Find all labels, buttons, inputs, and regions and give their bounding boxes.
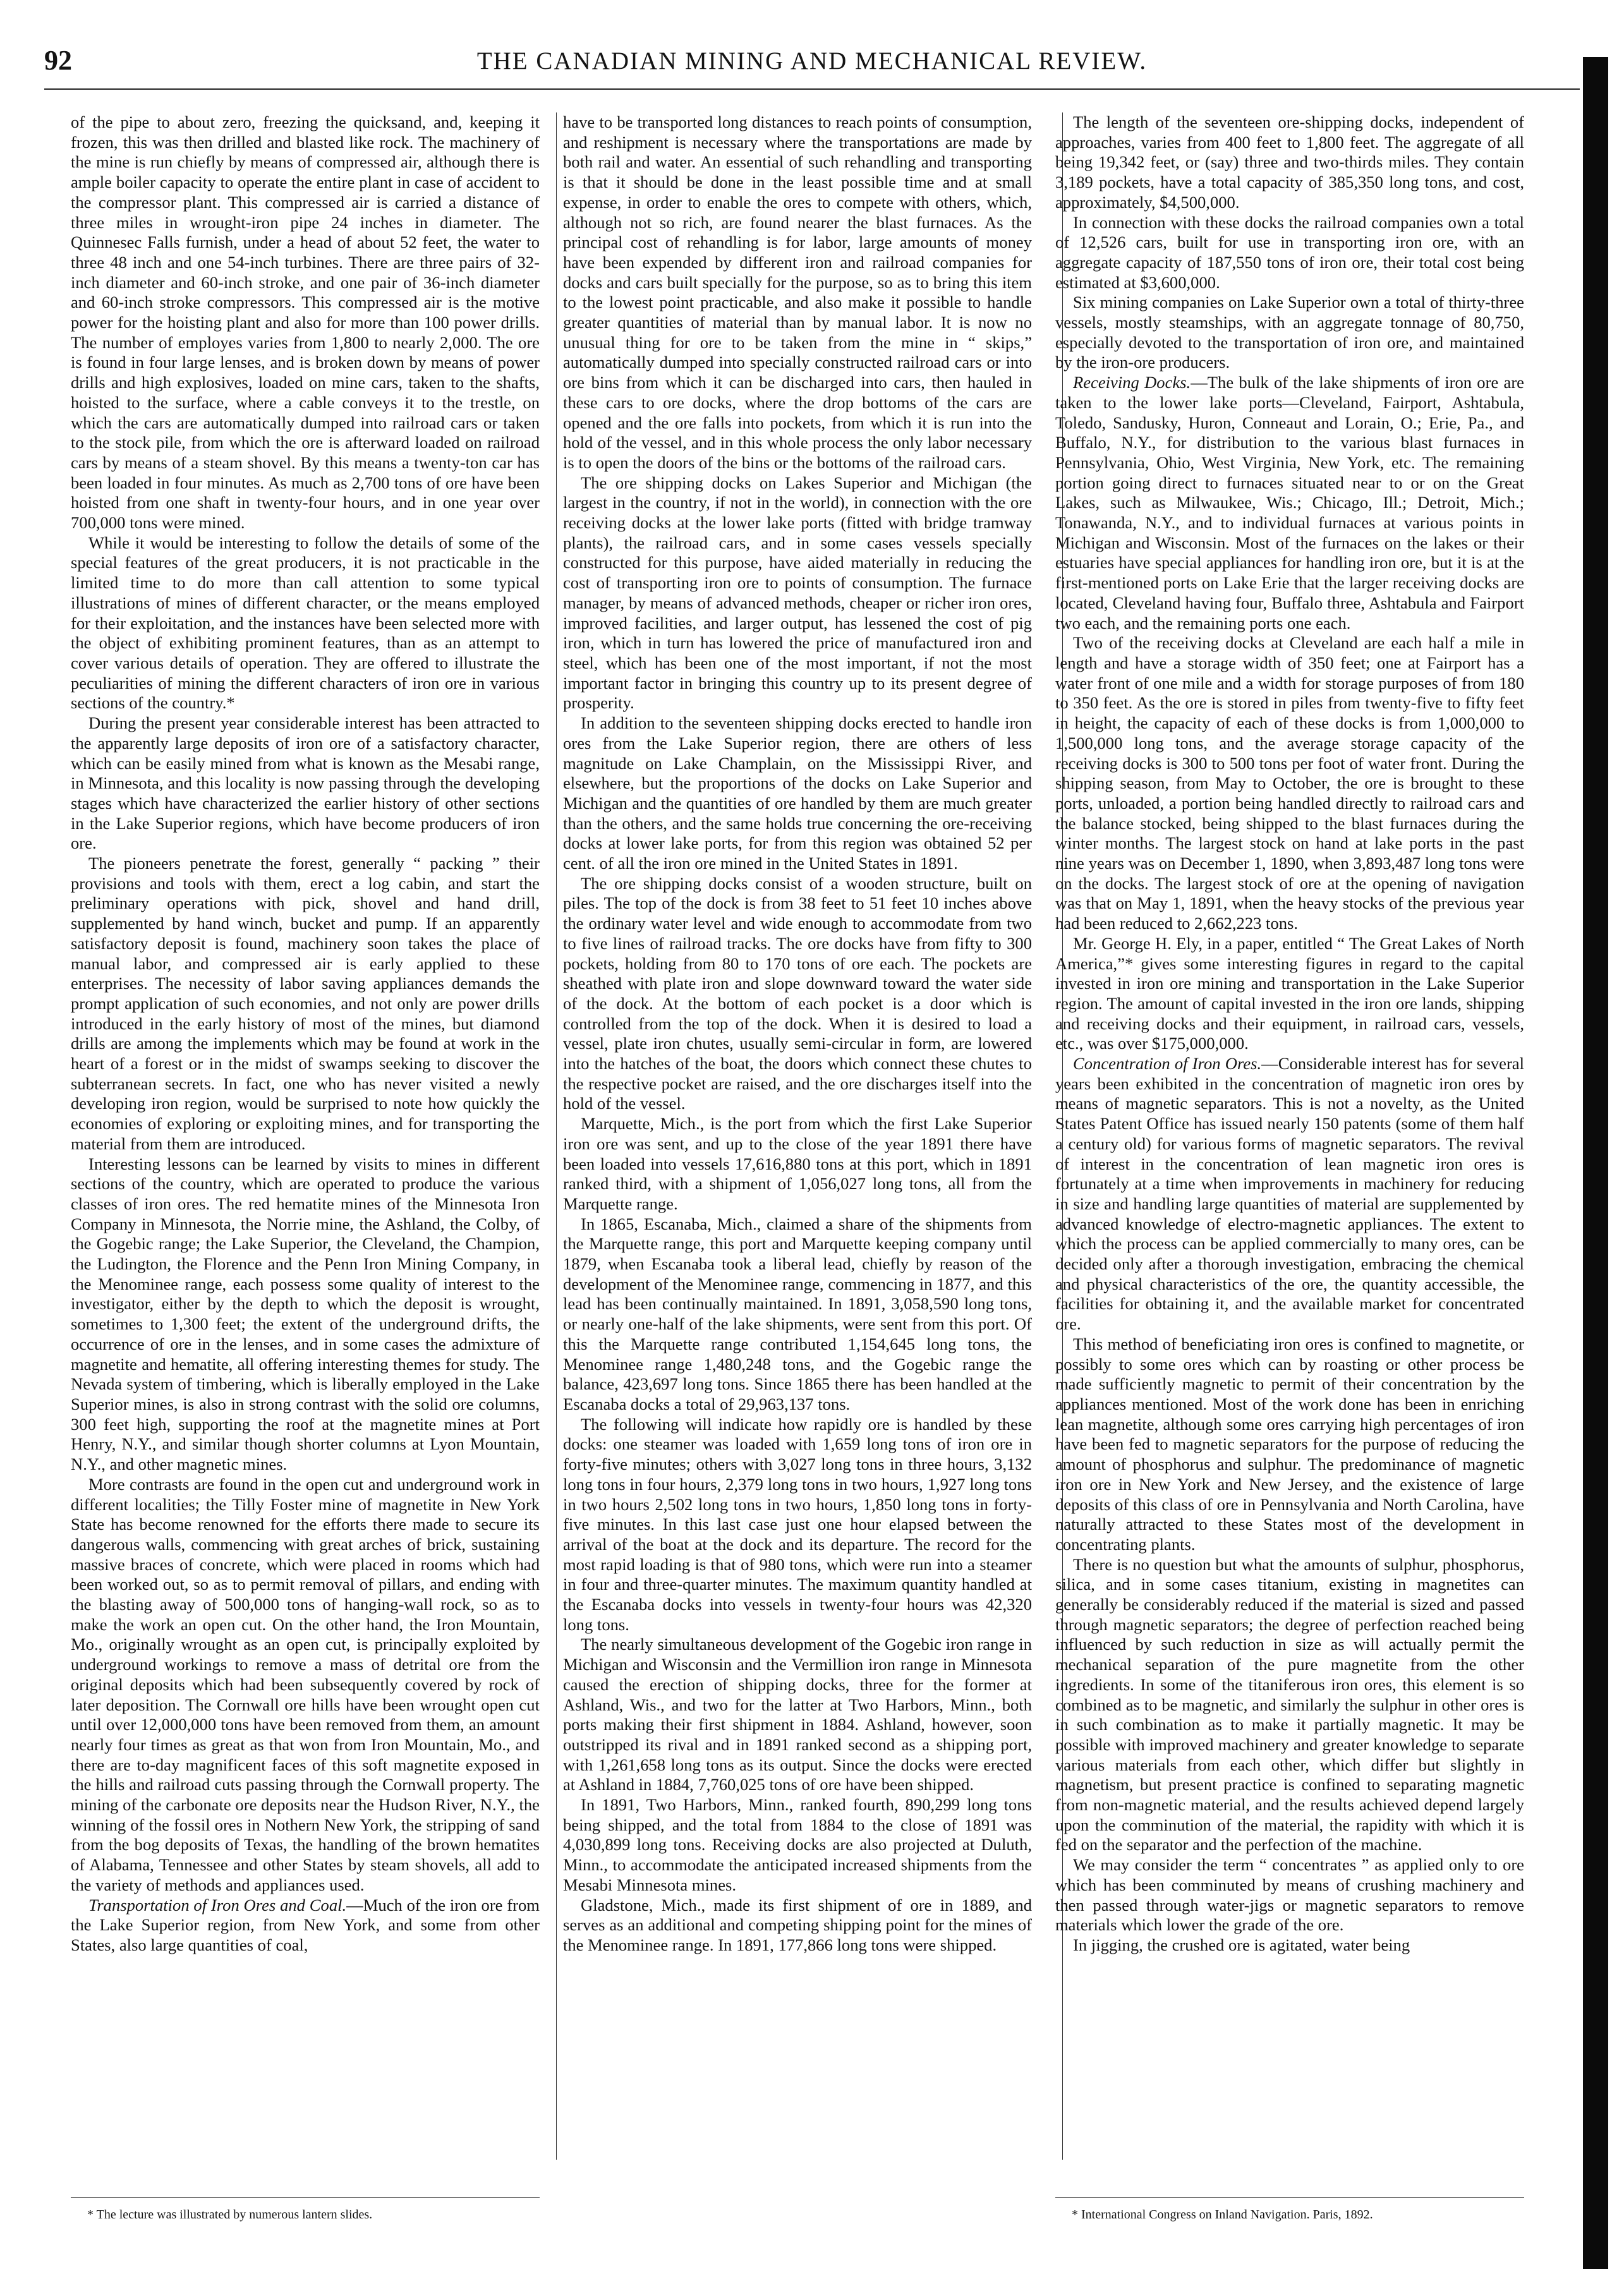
paragraph-text: —Much of the iron ore from the Lake Superior region, from New York, and some from other States, also large quantities of coal,	[71, 1895, 540, 1954]
paragraph: In jigging, the crushed ore is agitated, water being	[1073, 1935, 1410, 1954]
paragraph: The pioneers penetrate the forest, generally “ packing ” their provisions and tools with them, erect a log cabin, and start the preliminary operations with pick, shovel and hand drill, supplemented by hand winch, bucket and pump. If an apparently satisfactory deposit is found, machinery soon takes the place of manual labor, and compressed air is early applied to these enterprises. The necessity of labor saving appliances demands the prompt application of such economies, and not only are power drills introduced in the early history of most of the mines, but diamond drills are among the implements which may be found at work in the heart of a forest or in the midst of swamps seeking to discover the subterranean secrets. In fact, one who has never visited a newly developing iron region, would be surprised to note how quickly the economies of exploring or exploiting mines, and for transporting the material from them are introduced.	[71, 854, 540, 1153]
subheading: Receiving Docks.	[1073, 373, 1191, 392]
column-1	[71, 112, 540, 2223]
paragraph-with-subhead	[1055, 373, 1524, 633]
paragraph: of the pipe to about zero, freezing the quicksand, and, keeping it frozen, this was then drilled and blasted like rock. The machinery of the mine is run chiefly by means of compressed air, although there is ample boiler capacity to operate the entire plant in case of accident to the compressor plant. This compressed air is carried a distance of three miles in wrought-iron pipe 24 inches in diameter. The Quinnesec Falls furnish, under a head of about 52 feet, the water to three 48 inch and one 54-inch turbines. There are three pairs of 32-inch diameter and 60-inch stroke, and one pair of 36-inch diameter and 60-inch stroke compressors. This compressed air is the motive power for the hoisting plant and also for more than 100 power drills. The number of employes varies from 1,800 to nearly 2,000. The ore is found in four large lenses, and is broken down by means of power drills and high explosives, loaded on mine cars, taken to the shafts, hoisted to the surface, where a cable conveys it to the trestle, on which the cars are automatically dumped into railroad cars or taken to the stock pile, from which the ore is afterward loaded on railroad cars by means of a steam shovel. By this means a twenty-ton car has been loaded in four minutes. As much as 2,700 tons of ore have been hoisted from one shaft in twenty-four hours, and in one year over 700,000 tons were mined.	[71, 112, 540, 533]
journal-title: THE CANADIAN MINING AND MECHANICAL REVIEW.	[476, 47, 1148, 75]
footnote: * International Congress on Inland Navigation. Paris, 1892.	[1055, 2197, 1524, 2223]
paragraph: The length of the seventeen ore-shipping docks, independent of approaches, varies from 400 feet to 1,800 feet. The aggregate of all being 19,342 feet, or (say) three and two-thirds miles. They contain 3,189 pockets, have a total capacity of 385,350 long tons, and cost, approximately, $4,500,000.	[1055, 112, 1524, 212]
paragraph: In connection with these docks the railroad companies own a total of 12,526 cars, built for use in transporting iron ore, with an aggregate capacity of 187,550 tons of iron ore, their total cost being estimated at $3,600,000.	[1055, 212, 1524, 292]
article-columns	[71, 112, 1524, 2223]
paragraph: More contrasts are found in the open cut and underground work in different localities; the Tilly Foster mine of magnetite in New York State has become renowned for the efforts there made to secure its dangerous walls, commencing with great arches of brick, sustaining massive braces of concrete, which were placed in rooms which had been worked out, so as to permit removal of pillars, and ending with the blasting away of 500,000 tons of hanging-wall rock, so as to make the work an open cut. On the other hand, the Iron Mountain, Mo., originally wrought as an open cut, is principally exploited by underground workings to remove a mass of detrital ore from the original deposits which had been subsequently covered by rock of later deposition. The Cornwall ore hills have been wrought open cut until over 12,000,000 tons have been removed from them, an amount nearly four times as great as that won from Iron Mountain, Mo., and there are to-day magnificent faces of this soft magnetite exposed in the hills and railroad cuts passing through the Cornwall property. The mining of the carbonate ore deposits near the Hudson River, N.Y., the winning of the fossil ores in Nothern New York, the stripping of sand from the bog deposits of Texas, the handling of the brown hematites of Alabama, Tennessee and other States by steam shovels, all add to the variety of methods and appliances used.	[71, 1474, 540, 1894]
paragraph: There is no question but what the amounts of sulphur, phosphorus, silica, and in some cases titanium, existing in magnetites can generally be considerably reduced if the material is sized and passed through magnetic separators; the degree of perfection reached being influenced by such reduction in size as will actually permit the mechanical separation of the pure magnetite from the other ingredients. In some of the titaniferous iron ores, this element is so combined as to be magnetic, and similarly the sulphur in other ores is in such combination as to make it partially magnetic. It may be possible with improved machinery and greater knowledge to separate various materials from each other, which differ but slightly in magnetism, but present practice is confined to separating magnetic from non-magnetic material, and the results achieved depend largely upon the comminution of the material, the rapidity with which it is fed on the separator and the perfection of the machine.	[1055, 1554, 1524, 1855]
paragraph-text: —Considerable interest has for several years been exhibited in the concentration of magnetic iron ores by means of magnetic separators. This is not a novelty, as the United States Patent Office has issued nearly 150 patents (some of them half a century old) for various forms of magnetic separators. The revival of interest in the concentration of lean magnetic iron ores is fortunately at a time when improvements in machinery for reducing in size and handling large quantities of material are supplemented by advanced knowledge of electro-magnetic appliances. The extent to which the process can be applied commercially to many ores, can be decided only after a thorough investigation, embracing the chemical and physical characteristics of the ore, the quantity accessible, the facilities for obtaining it, and the available market for concentrated ore.	[1055, 1054, 1524, 1334]
paragraph: The following will indicate how rapidly ore is handled by these docks: one steamer was loaded with 1,659 long tons of iron ore in forty-five minutes; others with 3,027 long tons in three hours, 3,132 long tons in four hours, 2,379 long tons in two hours, 1,927 long tons in two hours 2,502 long tons in two hours, 1,850 long tons in forty-five minutes. In this last case just one hour elapsed between the arrival of the boat at the dock and its departure. The record for the most rapid loading is that of 980 tons, which were run into a steamer in four and three-quarter minutes. The maximum quantity handled at the Escanaba docks into vessels in twenty-four hours was 42,320 long tons.	[563, 1414, 1032, 1634]
subheading: Concentration of Iron Ores.	[1073, 1054, 1262, 1074]
paragraph: The ore shipping docks consist of a wooden structure, built on piles. The top of the dock is from 38 feet to 51 feet 10 inches above the ordinary water level and wide enough to accommodate from two to five lines of railroad tracks. The ore docks have from fifty to 300 pockets, holding from 80 to 170 tons of ore each. The pockets are sheathed with plate iron and slope downward toward the water side of the dock. At the bottom of each pocket is a door which is controlled from the top of the dock. When it is desired to load a vessel, plate iron chutes, usually semi-circular in form, are lowered into the hatches of the boat, the doors which connect these chutes to the respective pocket are raised, and the ore discharges itself into the hold of the vessel.	[563, 873, 1032, 1113]
paragraph: While it would be interesting to follow the details of some of the special features of the great producers, it is not practicable in the limited time to do more than call attention to some typical illustrations of mines of different character, or the means employed for their exploitation, and the instances have been selected more with the object of exhibiting prominent features, than as an attempt to cover various details of operation. They are offered to illustrate the peculiarities of mining the different characters of iron ore in various sections of the country.*	[71, 533, 540, 713]
column-2	[563, 112, 1032, 2223]
paragraph: In addition to the seventeen shipping docks erected to handle iron ores from the Lake Superior region, there are others of less magnitude on Lake Champlain, on the Mississippi River, and elsewhere, but the proportions of the docks on Lake Superior and Michigan and the quantities of ore handled by them are much greater than the others, and the same holds true concerning the ore-receiving docks at lower lake ports, for from this region was obtained 52 per cent. of all the iron ore mined in the United States in 1891.	[563, 713, 1032, 873]
paragraph: During the present year considerable interest has been attracted to the apparently large deposits of iron ore of a satisfactory character, which can be easily mined from what is known as the Mesabi range, in Minnesota, and this locality is now passing through the developing stages which have characterized the earlier history of other sections in the Lake Superior regions, which have become producers of iron ore.	[71, 713, 540, 853]
paragraph: This method of beneficiating iron ores is confined to magnetite, or possibly to some ores which can by roasting or other process be made sufficiently magnetic to permit of their concentration by the appliances mentioned. Most of the work done has been in enriching lean magnetite, although some ores carrying high percentages of iron have been fed to magnetic separators for the purpose of reducing the amount of phosphorus and sulphur. The predominance of magnetic iron ore in New York and New Jersey, and the existence of large deposits of this class of ore in Pennsylvania and North Carolina, have naturally attracted to these States most of the development in concentrating plants.	[1055, 1334, 1524, 1554]
subheading: Transportation of Iron Ores and Coal.	[88, 1895, 347, 1915]
paragraph-text: —The bulk of the lake shipments of iron ore are taken to the lower lake ports—Cleveland, Fairport, Ashtabula, Toledo, Sandusky, Huron, Conneaut and Lorain, O.; Erie, Pa., and Buffalo, N.Y., for distribution to the various blast furnaces in Pennsylvania, Ohio, West Virginia, New York, etc. The remaining portion going direct to furnaces situated near to or on the Great Lakes, such as Milwaukee, Wis.; Chicago, Ill.; Detroit, Mich.; Tonawanda, N.Y., and to individual furnaces at various points in Michigan and Wisconsin. Most of the furnaces on the lakes or their estuaries have special appliances for handling iron ore, but it is at the first-mentioned ports on Lake Erie that the larger receiving docks are located, Cleveland having four, Buffalo three, Ashtabula and Fairport two each, and the remaining ports one each.	[1055, 373, 1524, 632]
paragraph: have to be transported long distances to reach points of consumption, and reshipment is necessary where the transportations are made by both rail and water. An essential of such rehandling and transporting is that it should be done in the least possible time and at small expense, in order to enable the ores to compete with others, which, although not so rich, are found nearer the blast furnaces. As the principal cost of rehandling is for labor, large amounts of money have been expended by different iron and railroad companies for docks and cars built specially for the purpose, so as to bring this item to the lowest point practicable, and also make it possible to handle greater quantities of material than by manual labor. It is now no unusual thing for ore to be taken from the mine in “ skips,” automatically dumped into specially constructed railroad cars or into ore bins from which it can be discharged into cars, then hauled in these cars to ore docks, where the drop bottoms of the cars are opened and the ore falls into pockets, from which it is run into the hold of the vessel, and in this whole process the only labor necessary is to open the doors of the bins or the bottoms of the railroad cars.	[563, 112, 1032, 472]
paragraph: In 1865, Escanaba, Mich., claimed a share of the shipments from the Marquette range, this port and Marquette keeping company until 1879, when Escanaba took a liberal lead, chiefly by reason of the development of the Menominee range, commencing in 1877, and this lead has been continually maintained. In 1891, 3,058,590 long tons, or nearly one-half of the lake shipments, were sent from this port. Of this the Marquette range contributed 1,154,645 long tons, the Menominee range 1,480,248 tons, and the Gogebic range the balance, 423,697 long tons. Since 1865 there has been handled at the Escanaba docks a total of 29,963,137 tons.	[563, 1214, 1032, 1413]
page-number: 92	[44, 45, 72, 76]
paragraph: Marquette, Mich., is the port from which the first Lake Superior iron ore was sent, and up to the close of the year 1891 there have been loaded into vessels 17,616,880 tons at this port, which in 1891 ranked third, with a shipment of 1,056,027 long tons, all from the Marquette range.	[563, 1114, 1032, 1213]
paragraph: We may consider the term “ concentrates ” as applied only to ore which has been comminuted by means of crushing machinery and then passed through water-jigs or magnetic separators to remove materials which lower the grade of the ore.	[1055, 1855, 1524, 1935]
paragraph: In 1891, Two Harbors, Minn., ranked fourth, 890,299 long tons being shipped, and the total from 1884 to the close of 1891 was 4,030,899 long tons. Receiving docks are also projected at Duluth, Minn., to accommodate the anticipated increased shipments from the Mesabi Minnesota mines.	[563, 1795, 1032, 1894]
paragraph: The ore shipping docks on Lakes Superior and Michigan (the largest in the country, if not in the world), in connection with the ore receiving docks at the lower lake ports (fitted with bridge tramway plants), the railroad cars, and in some cases vessels specially constructed for this purpose, have aided materially in reducing the cost of transporting iron ore to points of consumption. The furnace manager, by means of advanced methods, cheaper or richer iron ores, improved facilities, and larger output, has lessened the cost of pig iron, which in turn has lowered the price of manufactured iron and steel, which has been one of the most important, if not the most important factor in bringing this country up to its present degree of prosperity.	[563, 473, 1032, 713]
binding-edge-shadow	[1583, 57, 1608, 2269]
paragraph: Two of the receiving docks at Cleveland are each half a mile in length and have a storage width of 350 feet; one at Fairport has a water front of one mile and a width for storage purposes of from 180 to 350 feet. As the ore is stored in piles from twenty-five to fifty feet in height, the capacity of each of these docks is from 1,000,000 to 1,500,000 long tons, and the average storage capacity of the receiving docks is 300 to 500 tons per foot of water front. During the shipping season, from May to October, the ore is brought to these ports, unloaded, a portion being handled directly to railroad cars and the balance stocked, being shipped to the blast furnaces during the winter months. The largest stock on hand at lake ports in the past nine years was on December 1, 1890, when 3,893,487 long tons were on the docks. The largest stock of ore at the opening of navigation was that on May 1, 1891, when the heavy stocks of the previous year had been reduced to 2,662,223 tons.	[1055, 633, 1524, 933]
paragraph: Gladstone, Mich., made its first shipment of ore in 1889, and serves as an additional and competing shipping point for the mines of the Menominee range. In 1891, 177,866 long tons were shipped.	[563, 1895, 1032, 1954]
paragraph: Six mining companies on Lake Superior own a total of thirty-three vessels, mostly steamships, with an aggregate tonnage of 80,750, especially devoted to the transportation of iron ore, and maintained by the iron-ore producers.	[1055, 293, 1524, 372]
paragraph: Interesting lessons can be learned by visits to mines in different sections of the country, which are operated to produce the various classes of iron ores. The red hematite mines of the Minnesota Iron Company in Minnesota, the Norrie mine, the Ashland, the Colby, of the Gogebic range; the Lake Superior, the Cleveland, the Champion, the Ludington, the Florence and the Penn Iron Mining Company, in the Menominee range, each possess some quality of interest to the investigator, either by the depth to which the deposit is wrought, sometimes to 1,300 feet; the extent of the underground drifts, the occurrence of ore in the lenses, and in some cases the admixture of magnetite and hematite, all offering interesting themes for study. The Nevada system of timbering, which is liberally employed in the Lake Superior mines, is also in strong contrast with the solid ore columns, 300 feet high, supporting the roof at the magnetite mines at Port Henry, N.Y., and similar though shorter columns at Lyon Mountain, N.Y., and other magnetic mines.	[71, 1154, 540, 1474]
footnote: * The lecture was illustrated by numerous lantern slides.	[71, 2197, 540, 2223]
column-3	[1055, 112, 1524, 2223]
paragraph-with-subhead	[71, 1896, 540, 1956]
paragraph-with-subhead	[1055, 1054, 1524, 1334]
paragraph: Mr. George H. Ely, in a paper, entitled “ The Great Lakes of North America,”* gives some interesting figures in regard to the capital invested in iron ore mining and transportation in the Lake Superior region. The amount of capital invested in the iron ore lands, shipping and receiving docks and their equipment, in railroad cars, vessels, etc., was over $175,000,000.	[1055, 933, 1524, 1053]
page-header	[44, 38, 1580, 90]
paragraph: The nearly simultaneous development of the Gogebic iron range in Michigan and Wisconsin and the Vermillion iron range in Minnesota caused the erection of shipping docks, three for the former at Ashland, Wis., and two for the latter at Two Harbors, Minn., both ports making their first shipment in 1884. Ashland, however, soon outstripped its rival and in 1891 ranked second as a shipping port, with 1,261,658 long tons as its output. Since the docks were erected at Ashland in 1884, 7,760,025 tons of ore have been shipped.	[563, 1635, 1032, 1794]
